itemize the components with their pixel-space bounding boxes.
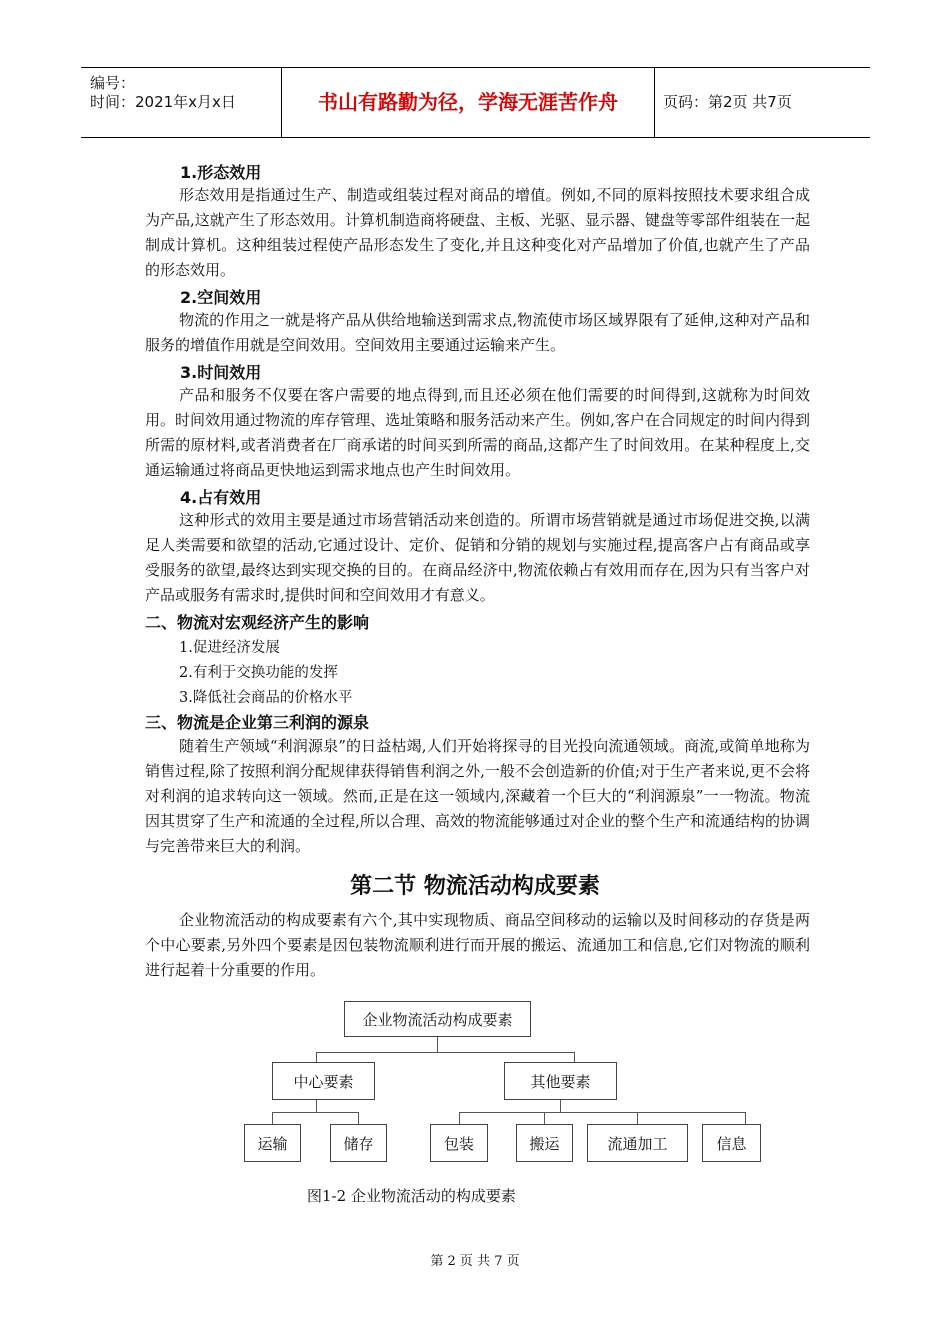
page-info: 页码：第2页 共7页 — [663, 93, 792, 111]
diagram-leaf-packaging: 包装 — [430, 1124, 488, 1162]
motto: 书山有路勤为径，学海无涯苦作舟 — [281, 68, 655, 137]
list-item: 2.有利于交换功能的发挥 — [179, 665, 338, 681]
paragraph-third-profit: 随着生产领域“利润源泉”的日益枯竭,人们开始将探寻的目光投向流通领域。商流,或简单地称为销售过程,除了按照利润分配规律获得销售利润之外,一般不会创造新的价值;对于生产者来说,更不会将对利润的追求转向这一领域。然而,正是在这一领域内,深藏着一个巨大的“利润源泉”一一物流。物流因其贯穿了生产和流通的全过程,所以合理、高效的物流能够通过对企业的整个生产和流通结构的协调与完善带来巨大的利润。 — [145, 737, 810, 855]
paragraph-time-utility: 产品和服务不仅要在客户需要的地点得到,而且还必须在他们需要的时间得到,这就称为时间效用。时间效用通过物流的库存管理、选址策略和服务活动来产生。例如,客户在合同规定的时间内得到所需的原材料,或者消费者在厂商承诺的时间买到所需的商品,这都产生了时间效用。在某种程度上,交通运输通过将商品更快地运到需求地点也产生时间效用。 — [145, 386, 810, 479]
diagram-leaf-handling: 搬运 — [516, 1124, 573, 1162]
heading-third-profit: 三、物流是企业第三利润的源泉 — [145, 713, 370, 732]
connector — [574, 1052, 575, 1062]
connector — [745, 1112, 746, 1124]
diagram-leaf-transport: 运输 — [244, 1124, 301, 1162]
diagram-leaf-processing: 流通加工 — [587, 1124, 688, 1162]
page-footer: 第 2 页 共 7 页 — [430, 1254, 520, 1269]
diagram-other-box: 其他要素 — [504, 1062, 617, 1100]
connector — [358, 1112, 359, 1124]
connector — [316, 1100, 317, 1112]
connector — [459, 1112, 460, 1124]
paragraph-possession-utility: 这种形式的效用主要是通过市场营销活动来创造的。所谓市场营销就是通过市场促进交换,以满足人类需要和欲望的活动,它通过设计、定价、促销和分销的规划与实施过程,提高客户占有商品或享受服务的欲望,最终达到实现交换的目的。在商品经济中,物流依赖占有效用而存在,因为只有当客户对产品或服务有需求时,提供时间和空间效用才有意义。 — [145, 511, 810, 604]
heading-space-utility: 2.空间效用 — [180, 288, 262, 307]
diagram-center-box: 中心要素 — [272, 1062, 375, 1100]
connector — [437, 1037, 438, 1052]
heading-time-utility: 3.时间效用 — [180, 363, 262, 382]
paragraph-section-intro: 企业物流活动的构成要素有六个,其中实现物质、商品空间移动的运输以及时间移动的存货是两个中心要素,另外四个要素是因包装物流顺利进行而开展的搬运、流通加工和信息,它们对物流的顺利进行起着十分重要的作用。 — [145, 911, 810, 979]
diagram-root-box: 企业物流活动构成要素 — [344, 1001, 531, 1037]
number-label: 编号： — [90, 74, 136, 92]
figure-caption: 图1-2 企业物流活动的构成要素 — [307, 1187, 516, 1205]
paragraph-form-utility: 形态效用是指通过生产、制造或组装过程对商品的增值。例如,不同的原料按照技术要求组合成为产品,这就产生了形态效用。计算机制造商将硬盘、主板、光驱、显示器、键盘等零部件组装在一起制成计算机。这种组装过程使产品形态发生了变化,并且这种变化对产品增加了价值,也就产生了产品的形态效用。 — [145, 186, 810, 279]
heading-possession-utility: 4.占有效用 — [180, 488, 262, 507]
header-meta — [81, 68, 281, 137]
heading-macro-impact: 二、物流对宏观经济产生的影响 — [145, 613, 370, 632]
heading-form-utility: 1.形态效用 — [180, 163, 262, 182]
list-item: 3.降低社会商品的价格水平 — [179, 690, 353, 706]
connector — [637, 1112, 638, 1124]
connector — [272, 1112, 273, 1124]
connector — [459, 1112, 746, 1113]
connector — [560, 1100, 561, 1112]
connector — [544, 1112, 545, 1124]
connector — [316, 1052, 575, 1053]
connector — [316, 1052, 317, 1062]
diagram-leaf-storage: 储存 — [330, 1124, 387, 1162]
diagram-leaf-information: 信息 — [702, 1124, 761, 1162]
page-header — [81, 67, 870, 138]
list-item: 1.促进经济发展 — [179, 640, 280, 656]
paragraph-space-utility: 物流的作用之一就是将产品从供给地输送到需求点,物流使市场区域界限有了延伸,这种对产品和服务的增值作用就是空间效用。空间效用主要通过运输来产生。 — [145, 311, 810, 354]
connector — [272, 1112, 359, 1113]
section-title: 第二节 物流活动构成要素 — [350, 874, 600, 899]
time-label: 时间：2021年x月x日 — [90, 93, 236, 111]
